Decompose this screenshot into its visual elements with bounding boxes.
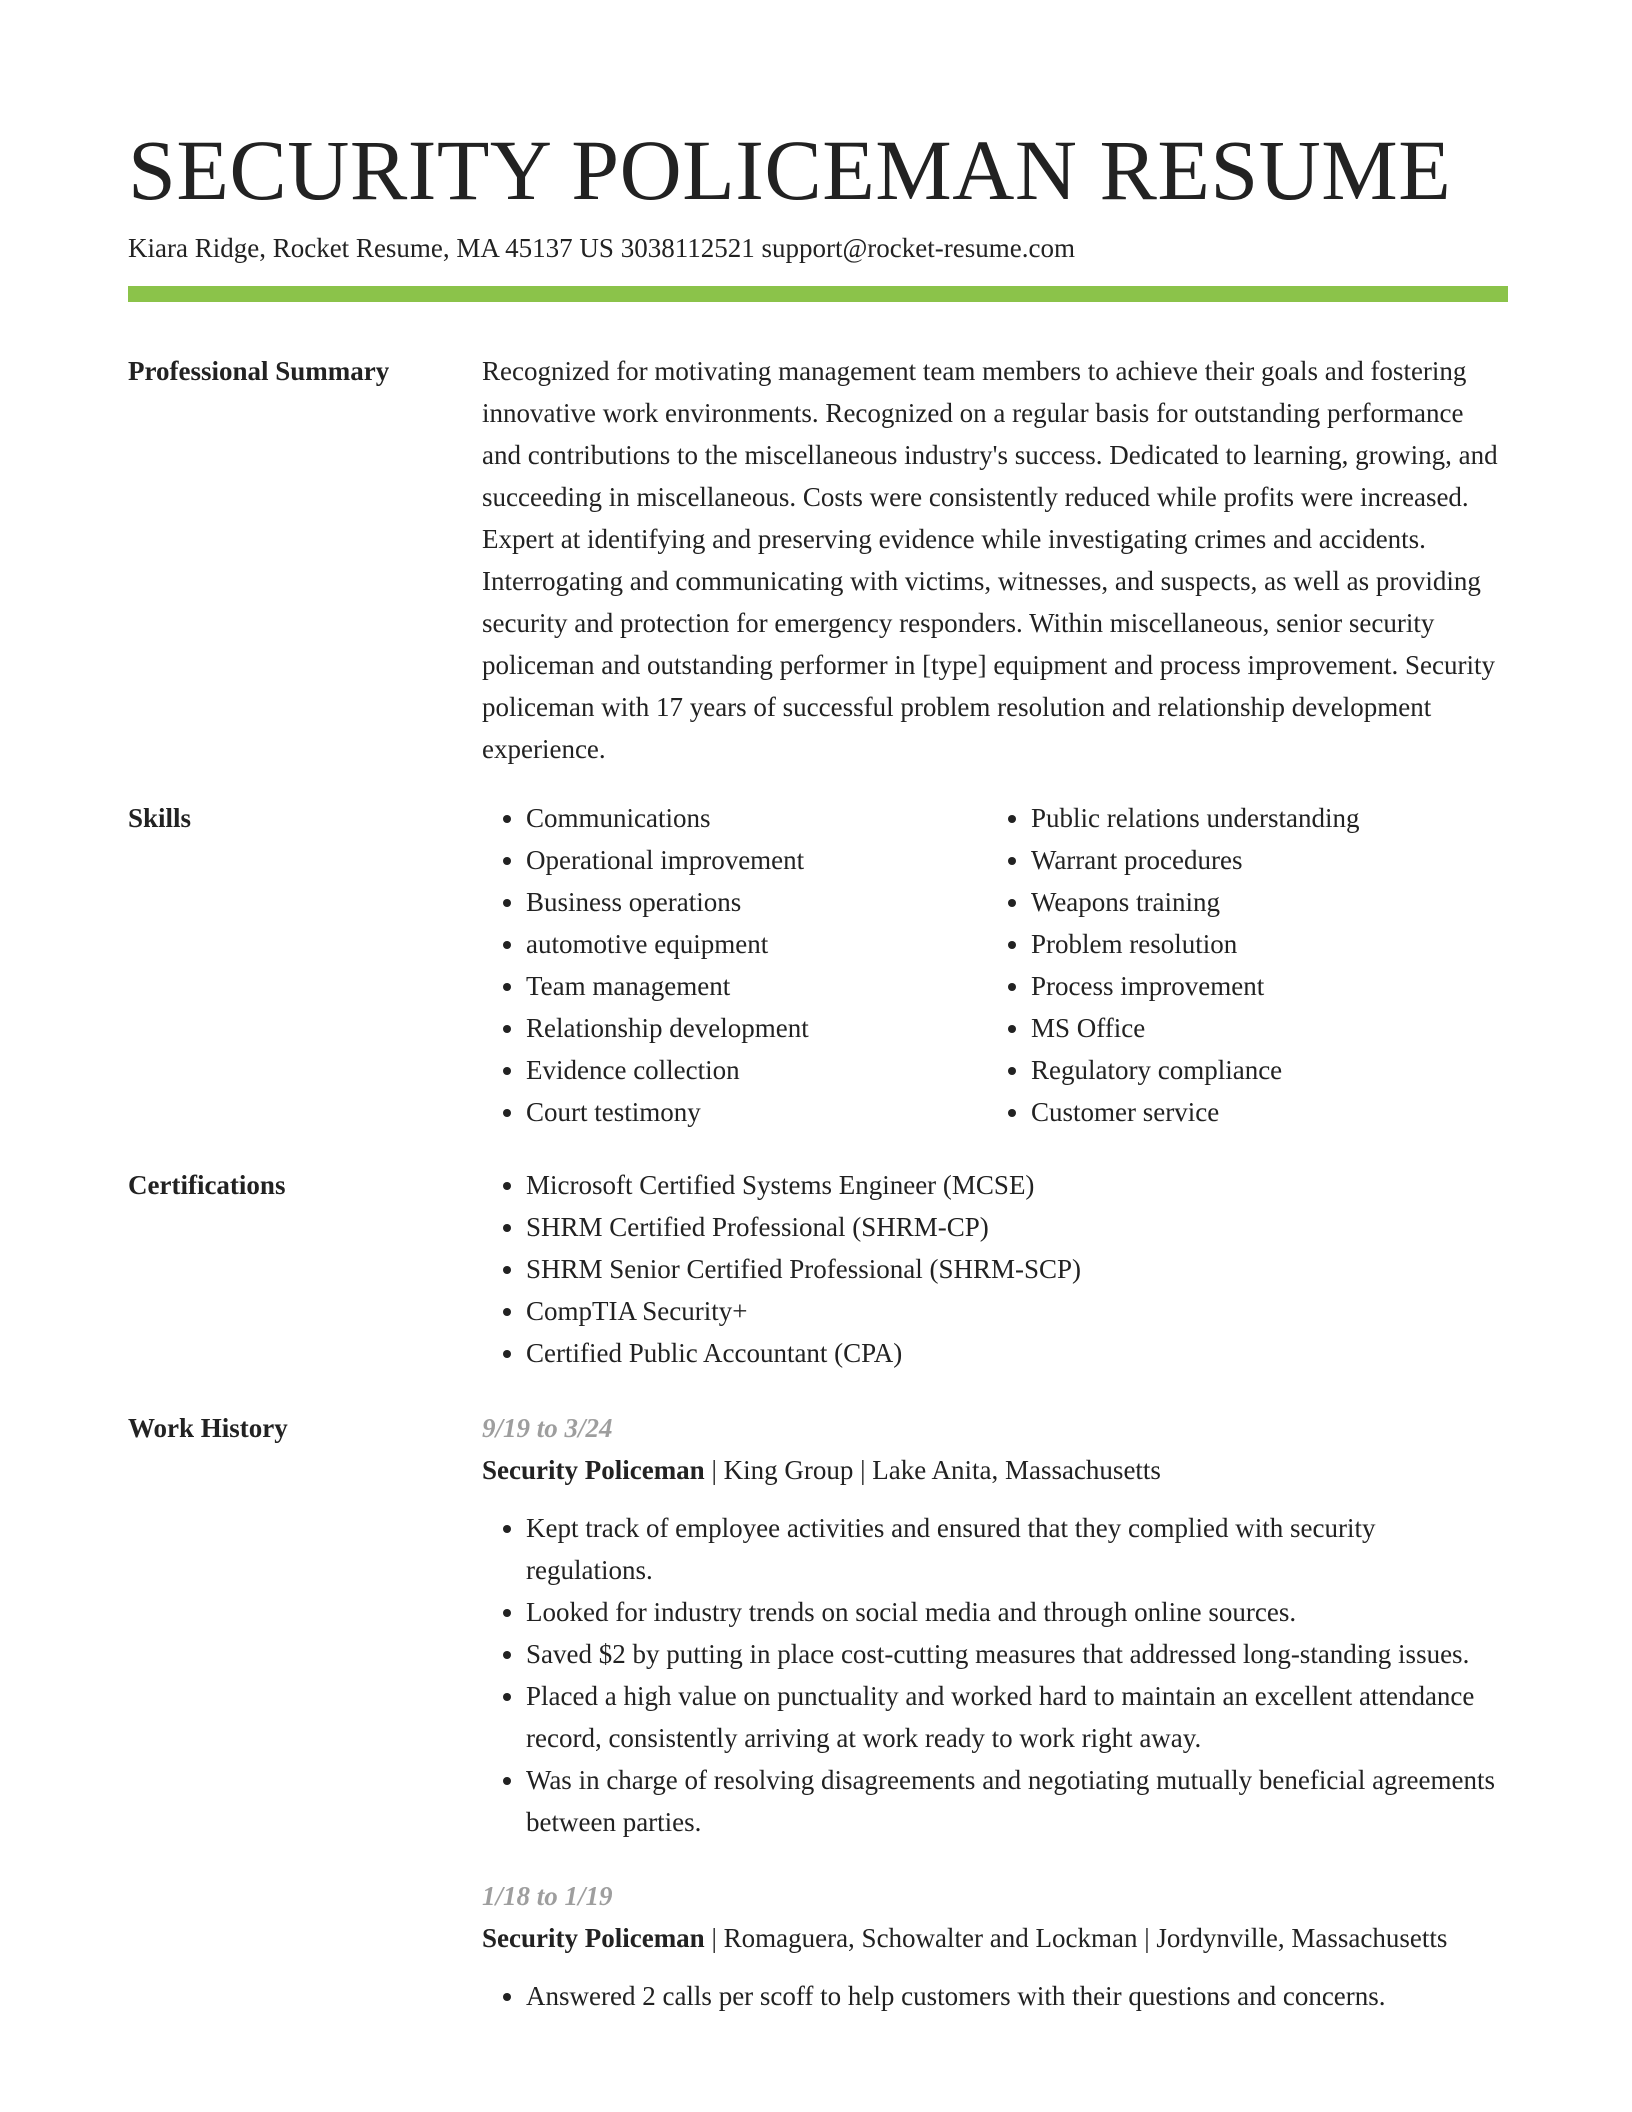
work-history-section (128, 1407, 1508, 2049)
certifications-list (482, 1164, 1508, 1374)
certification-item: • CompTIA Security+ (526, 1290, 1508, 1332)
contact-line: Kiara Ridge, Rocket Resume, MA 45137 US 3038112521 support@rocket-resume.com (128, 233, 1075, 263)
job-bullet: • Placed a high value on punctuality and worked hard to maintain an excellent attendance record, consistently arriving at work ready to work right away. (526, 1675, 1508, 1759)
skill-item: • Regulatory compliance (1031, 1049, 1492, 1091)
skill-item: • Business operations (526, 881, 987, 923)
accent-divider (128, 286, 1508, 302)
skills-column-left (482, 797, 987, 1133)
job-heading (482, 1449, 1508, 1491)
skill-item: • Operational improvement (526, 839, 987, 881)
skill-item: • Court testimony (526, 1091, 987, 1133)
skill-item: • Team management (526, 965, 987, 1007)
skill-item: • Customer service (1031, 1091, 1492, 1133)
work-history-body (482, 1407, 1508, 2049)
skills-list-right (987, 797, 1492, 1133)
skills-body (482, 797, 1508, 1133)
skill-item: • Communications (526, 797, 987, 839)
job-bullet: • Looked for industry trends on social media and through online sources. (526, 1591, 1508, 1633)
certifications-label: Certifications (128, 1170, 286, 1200)
job-bullet: • Saved $2 by putting in place cost-cutting measures that addressed long-standing issues. (526, 1633, 1508, 1675)
skills-section (128, 797, 1508, 1133)
job-details: | King Group | Lake Anita, Massachusetts (704, 1455, 1161, 1485)
skill-item: • Public relations understanding (1031, 797, 1492, 839)
certifications-section (128, 1164, 1508, 1374)
skill-item: • automotive equipment (526, 923, 987, 965)
job-details: | Romaguera, Schowalter and Lockman | Jordynville, Massachusetts (704, 1923, 1448, 1953)
summary-body (482, 350, 1508, 770)
certification-item: • SHRM Senior Certified Professional (SHRM-SCP) (526, 1248, 1508, 1290)
job-bullets (482, 1975, 1508, 2017)
job-bullet: • Answered 2 calls per scoff to help customers with their questions and concerns. (526, 1975, 1508, 2017)
skill-item: • Relationship development (526, 1007, 987, 1049)
skills-list-left (482, 797, 987, 1133)
skills-label: Skills (128, 803, 192, 833)
page-title: SECURITY POLICEMAN RESUME (128, 122, 1452, 218)
certification-item: • Microsoft Certified Systems Engineer (MCSE) (526, 1164, 1508, 1206)
certifications-body (482, 1164, 1508, 1374)
skill-item: • Process improvement (1031, 965, 1492, 1007)
job-bullet: • Was in charge of resolving disagreements and negotiating mutually beneficial agreements between parties. (526, 1759, 1508, 1843)
job-entry (482, 1407, 1508, 1843)
certification-item: • SHRM Certified Professional (SHRM-CP) (526, 1206, 1508, 1248)
summary-section (128, 350, 1508, 770)
resume-header (128, 120, 1508, 268)
job-title: Security Policeman (482, 1455, 705, 1485)
job-date: 1/18 to 1/19 (482, 1881, 613, 1911)
work-history-label: Work History (128, 1413, 288, 1443)
certification-item: • Certified Public Accountant (CPA) (526, 1332, 1508, 1374)
skill-item: • Weapons training (1031, 881, 1492, 923)
summary-text: Recognized for motivating management team members to achieve their goals and fostering innovative work environments. Recognized on a regular basis for outstanding performance and contributions to the miscellaneous industry's success. Dedicated to learning, growing, and succeeding in miscellaneous. Costs were consistently reduced while profits were increased. Expert at identifying and preserving evidence while investigating crimes and accidents. Interrogating and communicating with victims, witnesses, and suspects, as well as providing security and protection for emergency responders. Within miscellaneous, senior security policeman and outstanding performer in [type] equipment and process improvement. Security policeman with 17 years of successful problem resolution and relationship development experience. (482, 356, 1498, 764)
job-bullet: • Kept track of employee activities and ensured that they complied with security regulations. (526, 1507, 1508, 1591)
skills-column-right (987, 797, 1492, 1133)
skill-item: • MS Office (1031, 1007, 1492, 1049)
skill-item: • Evidence collection (526, 1049, 987, 1091)
job-title: Security Policeman (482, 1923, 705, 1953)
skill-item: • Warrant procedures (1031, 839, 1492, 881)
job-heading (482, 1917, 1508, 1959)
job-entry (482, 1875, 1508, 2017)
summary-label: Professional Summary (128, 356, 390, 386)
skill-item: • Problem resolution (1031, 923, 1492, 965)
job-bullets (482, 1507, 1508, 1843)
job-date: 9/19 to 3/24 (482, 1413, 613, 1443)
